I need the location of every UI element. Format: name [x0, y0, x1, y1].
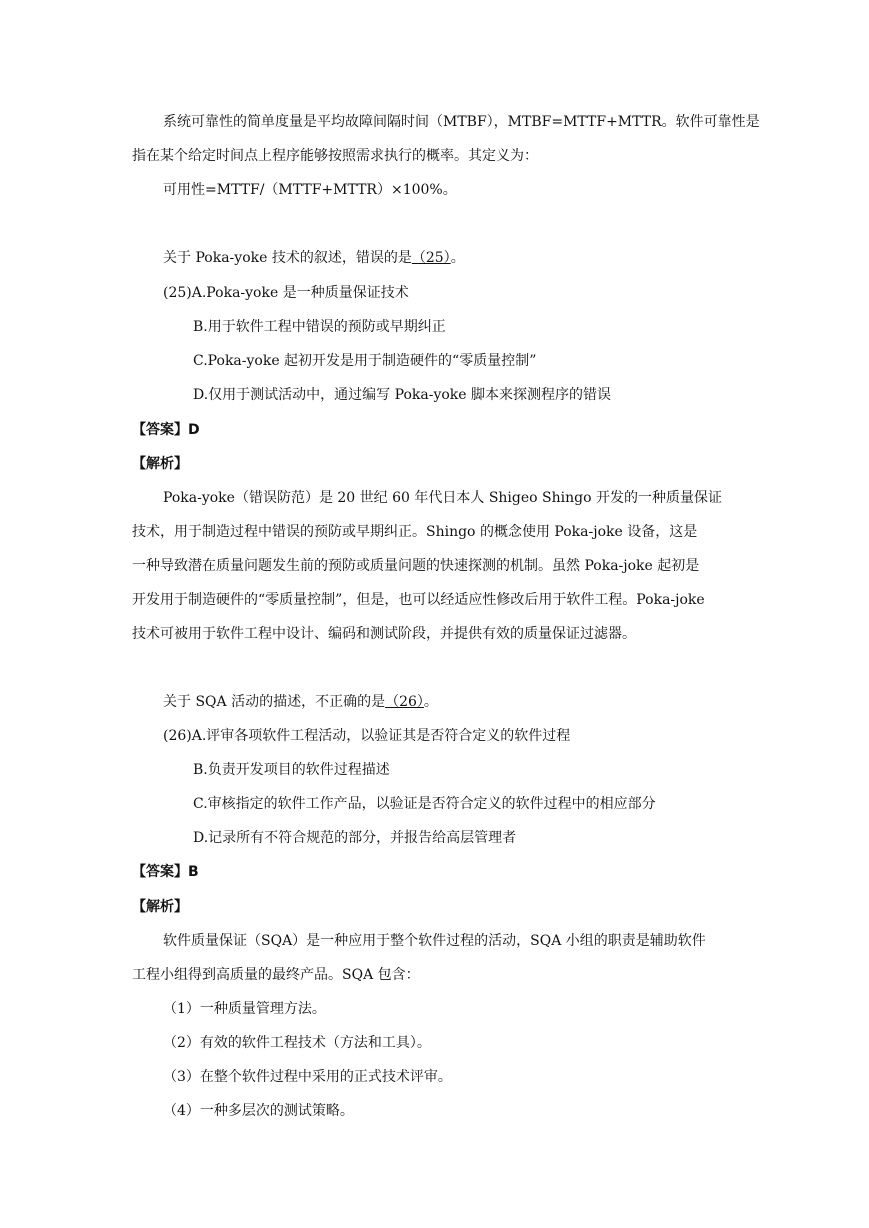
question-25-analysis-label: 【解析】 [132, 456, 188, 472]
question-26-stem-text: 关于 SQA 活动的描述，不正确的是 [163, 694, 386, 710]
question-26-stem [163, 692, 438, 712]
question-26-answer: 【答案】B [132, 864, 199, 880]
question-26-option-b: B.负责开发项目的软件过程描述 [193, 762, 390, 778]
question-25-option-d: D.仅用于测试活动中，通过编写 Poka-yoke 脚本来探测程序的错误 [193, 387, 612, 403]
question-25-analysis-line-5: 技术可被用于软件工程中设计、编码和测试阶段，并提供有效的质量保证过滤器。 [132, 626, 636, 642]
question-25-stem-end: 。 [450, 250, 465, 266]
question-25-analysis-line-2: 技术，用于制造过程中错误的预防或早期纠正。Shingo 的概念使用 Poka-joke 设备，这是 [132, 524, 698, 540]
question-26-option-c: C.审核指定的软件工作产品，以验证是否符合定义的软件过程中的相应部分 [193, 796, 656, 812]
intro-formula: 可用性=MTTF/（MTTF+MTTR）×100%。 [163, 182, 457, 198]
question-26-option-d: D.记录所有不符合规范的部分，并报告给高层管理者 [193, 830, 517, 846]
question-25-option-c: C.Poka-yoke 起初开发是用于制造硬件的“零质量控制” [193, 353, 537, 369]
question-25-option-b: B.用于软件工程中错误的预防或早期纠正 [193, 319, 446, 335]
question-25-analysis-line-4: 开发用于制造硬件的“零质量控制”，但是，也可以经适应性修改后用于软件工程。Poka-joke [132, 592, 705, 608]
question-26-list-item-1: （1）一种质量管理方法。 [163, 1001, 326, 1017]
question-26-list-item-3: （3）在整个软件过程中采用的正式技术评审。 [163, 1069, 452, 1085]
question-26-analysis-label: 【解析】 [132, 899, 188, 915]
question-25-blank: （25） [411, 250, 451, 266]
question-26-blank: （26） [385, 694, 424, 710]
question-26-list-item-2: （2）有效的软件工程技术（方法和工具）。 [163, 1035, 431, 1051]
question-26-list-item-4: （4）一种多层次的测试策略。 [163, 1103, 354, 1119]
question-25-stem-text: 关于 Poka-yoke 技术的叙述，错误的是 [163, 250, 412, 266]
question-26-stem-end: 。 [423, 694, 438, 710]
question-25-answer: 【答案】D [132, 422, 200, 438]
intro-line-2: 指在某个给定时间点上程序能够按照需求执行的概率。其定义为： [132, 148, 538, 164]
intro-line-1: 系统可靠性的简单度量是平均故障间隔时间（MTBF），MTBF=MTTF+MTTR。软件可靠性是 [163, 114, 760, 130]
question-26-analysis-line-2: 工程小组得到高质量的最终产品。SQA 包含： [132, 967, 420, 983]
question-25-analysis-line-3: 一种导致潜在质量问题发生前的预防或质量问题的快速探测的机制。虽然 Poka-joke 起初是 [132, 558, 700, 574]
question-26-option-a: (26)A.评审各项软件工程活动，以验证其是否符合定义的软件过程 [163, 728, 571, 744]
question-25-stem [163, 248, 465, 268]
question-25-option-a: (25)A.Poka-yoke 是一种质量保证技术 [163, 285, 409, 301]
question-26-analysis-line-1: 软件质量保证（SQA）是一种应用于整个软件过程的活动，SQA 小组的职责是辅助软件 [163, 933, 706, 949]
question-25-analysis-line-1: Poka-yoke（错误防范）是 20 世纪 60 年代日本人 Shigeo Shingo 开发的一种质量保证 [163, 490, 722, 506]
